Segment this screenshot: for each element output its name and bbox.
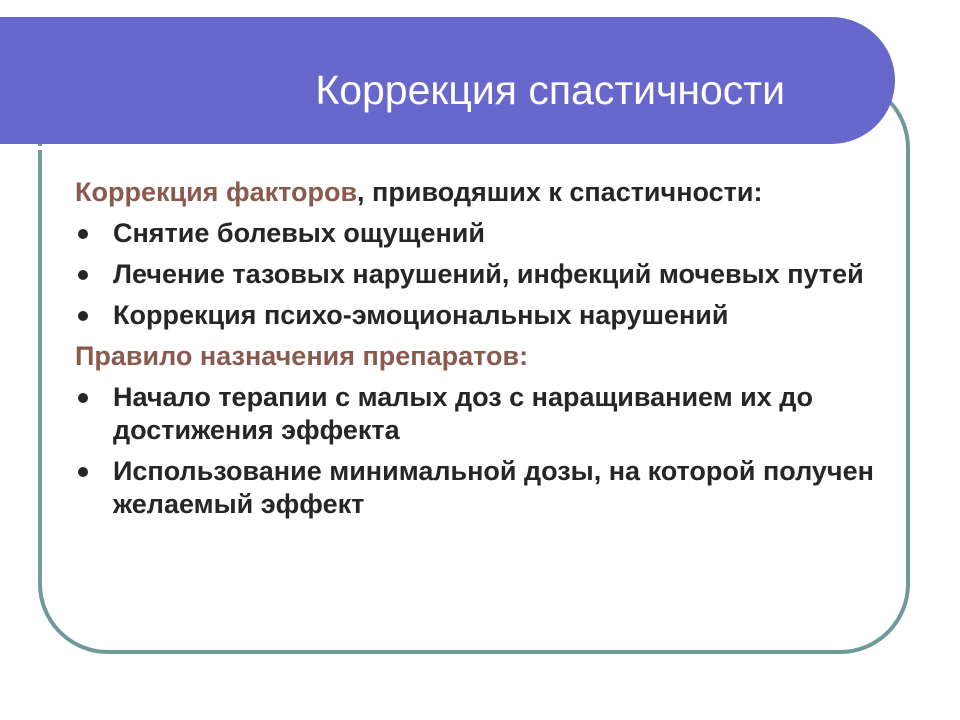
bullet-dot-icon (78, 393, 88, 403)
section-heading-rest: , приводяших к спастичности: (357, 177, 763, 207)
list-item-text: Лечение тазовых нарушений, инфекций мочевых путей (113, 259, 864, 289)
list-item (75, 217, 875, 250)
bullet-dot-icon (78, 467, 88, 477)
list-item-text: Использование минимальной дозы, на которой получен желаемый эффект (113, 456, 874, 519)
list-item-text: Коррекция психо-эмоциональных нарушений (113, 300, 729, 330)
bullet-dot-icon (78, 311, 88, 321)
list-item (75, 299, 875, 332)
title-underline (0, 146, 848, 150)
bullet-dot-icon (78, 270, 88, 280)
section-heading-factors (75, 176, 875, 209)
slide-content (75, 176, 875, 529)
list-item (75, 381, 875, 447)
list-item-text: Начало терапии с малых доз с наращиванием их до достижения эффекта (113, 382, 813, 445)
title-band (0, 17, 895, 144)
slide-title: Коррекция спастичности (315, 67, 785, 113)
list-item (75, 258, 875, 291)
list-item-text: Снятие болевых ощущений (113, 218, 485, 248)
section-heading-accent: Коррекция факторов (75, 177, 358, 207)
section-heading-dosing: Правило назначения препаратов: (75, 341, 529, 371)
list-item (75, 455, 875, 521)
bullet-dot-icon (78, 229, 88, 239)
